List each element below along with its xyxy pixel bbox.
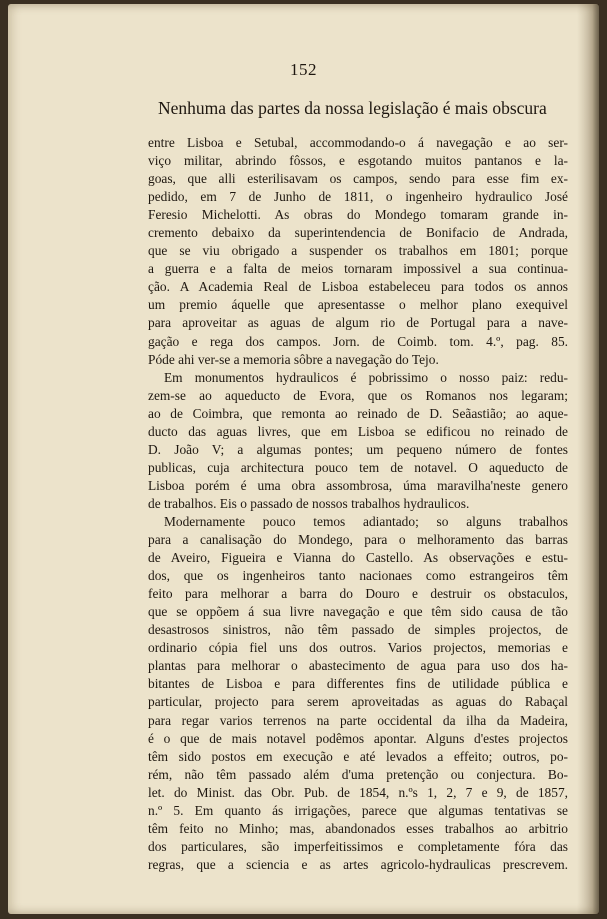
text-line: é o que de mais notavel podêmos apontar. Alguns d'estes projectos xyxy=(148,730,568,746)
text-line: ção. A Academia Real de Lisboa estabeleceu para todos os annos xyxy=(148,279,568,295)
text-line: let. do Minist. das Obr. Pub. de 1854, n.ºs 1, 2, 7 e 9, de 1857, xyxy=(148,784,568,800)
text-line: bitantes de Lisboa e para differentes fins de utilidade pública e xyxy=(148,676,568,692)
text-line: têm feito no Minho; mas, abandonados esses trabalhos ao arbitrio xyxy=(148,820,568,836)
text-line: Em monumentos hydraulicos é pobrissimo o nosso paiz: redu- xyxy=(164,369,568,385)
text-line: publicas, cuja architectura pouco tem de notavel. O aqueducto de xyxy=(148,459,568,475)
text-line: D. João V; a algumas pontes; um pequeno número de fontes xyxy=(148,441,568,457)
text-line: pedido, em 7 de Junho de 1811, o ingenheiro hydraulico José xyxy=(148,189,568,205)
text-line: de Aveiro, Figueira e Vianna do Castello. As observações e estu- xyxy=(148,550,568,566)
text-line: Póde ahi ver-se a memoria sôbre a navegação do Tejo. xyxy=(148,351,439,367)
book-page xyxy=(8,4,599,914)
text-line: Feresio Michelotti. As obras do Mondego tomaram grande in- xyxy=(148,207,568,223)
text-line: zem-se ao aqueducto de Evora, que os Romanos nos legaram; xyxy=(148,387,568,403)
text-line: para aproveitar as aguas de algum rio de Portugal para a nave- xyxy=(148,315,568,331)
page-number: 152 xyxy=(290,60,317,79)
body-text xyxy=(148,134,568,874)
text-line: feito para melhorar a barra do Douro e destruir os obstaculos, xyxy=(148,586,568,602)
text-line: Lisboa porém é uma obra assombrosa, úma maravilha'neste genero xyxy=(148,477,568,493)
page-gutter-shadow xyxy=(577,4,599,914)
text-line: têm sido postos em execução e até levados a effeito; outros, po- xyxy=(148,748,568,764)
text-line: que se oppõem á sua livre navegação e que têm sido causa de tão xyxy=(148,604,568,620)
text-line: entre Lisboa e Setubal, accommodando-o á navegação e ao ser- xyxy=(148,135,568,150)
text-line: Modernamente pouco temos adiantado; so alguns trabalhos xyxy=(164,513,568,529)
text-line: dos particulares, são imperfeitissimos e completamente fóra das xyxy=(148,838,568,854)
text-line: n.º 5. Em quanto ás irrigações, parece que algumas tentativas se xyxy=(148,802,568,818)
text-line: goas, que alli esterilisavam os campos, sendo para esse fim ex- xyxy=(148,171,568,187)
text-line: dos, que os ingenheiros tanto nacionaes como estrangeiros têm xyxy=(148,568,568,584)
text-line: viço militar, abrindo fôssos, e esgotando muitos pantanos e la- xyxy=(148,153,568,169)
text-line: para regar varios terrenos na parte occidental da ilha da Madeira, xyxy=(148,712,568,728)
text-line: para a canalisação do Mondego, para o melhoramento das barras xyxy=(148,532,568,548)
text-line: ordinario cópia fiel uns dos outros. Varios projectos, memorias e xyxy=(148,640,568,656)
text-line: de trabalhos. Eis o passado de nossos trabalhos hydraulicos. xyxy=(148,495,470,511)
text-line: plantas para melhorar o abastecimento de agua para uso dos ha- xyxy=(148,658,568,674)
text-line: gação e rega dos campos. Jorn. de Coimb. tom. 4.º, pag. 85. xyxy=(148,333,568,349)
text-line: rém, não têm passado além d'uma pretenção ou conjectura. Bo- xyxy=(148,766,568,782)
running-title: Nenhuma das partes da nossa legislação é mais obscura xyxy=(158,98,547,118)
text-line: que se viu obrigado a suspender os trabalhos em 1801; porque xyxy=(148,243,568,259)
text-line: ao de Coimbra, que remonta ao reinado de D. Seãastião; ao aque- xyxy=(148,405,568,421)
text-line: desastrosos sinistros, não têm passado de simples projectos, de xyxy=(148,622,568,638)
text-line: particular, projecto para serem aproveitadas as aguas do Rabaçal xyxy=(148,694,568,710)
text-line: cremento debaixo da superintendencia de Bonifacio de Andrada, xyxy=(148,225,568,241)
text-line: a guerra e a falta de meios tornaram impossivel a sua continua- xyxy=(148,261,568,277)
text-line: regras, que a sciencia e as artes agricolo-hydraulicas prescrevem. xyxy=(148,856,568,872)
text-line: ducto das aguas livres, que em Lisboa se edificou no reinado de xyxy=(148,423,568,439)
text-line: um premio áquelle que apresentasse o melhor plano exequivel xyxy=(148,297,568,313)
